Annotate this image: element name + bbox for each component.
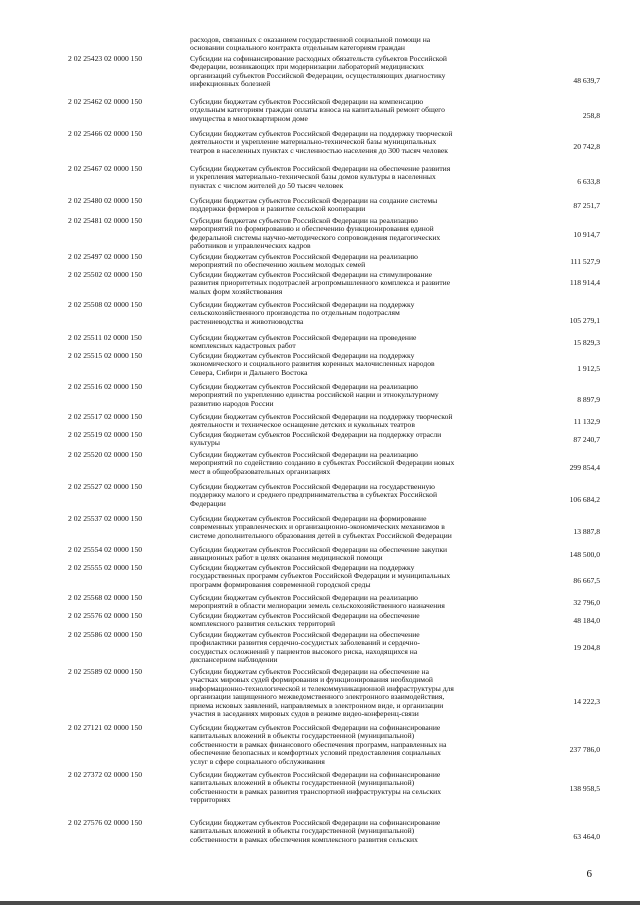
revenue-description: Субсидия бюджетам субъектов Российской Федерации на поддержку отрасли культуры bbox=[190, 430, 442, 448]
budget-code: 2 02 25527 02 0000 150 bbox=[68, 482, 143, 491]
budget-code: 2 02 25497 02 0000 150 bbox=[68, 252, 143, 261]
amount: 48 639,7 bbox=[573, 76, 600, 85]
budget-code: 2 02 27372 02 0000 150 bbox=[68, 770, 143, 779]
revenue-description: Субсидии бюджетам субъектов Российской Федерации на реализацию мероприятий по обеспечению жильем молодых семей bbox=[190, 252, 418, 270]
budget-code: 2 02 25520 02 0000 150 bbox=[68, 450, 143, 459]
amount: 14 222,3 bbox=[573, 697, 600, 706]
revenue-description: Субсидии бюджетам субъектов Российской Федерации на государственную поддержку малого и среднего предпринимательства в субъектах Российской Федерации bbox=[190, 482, 438, 508]
budget-code: 2 02 27121 02 0000 150 bbox=[68, 723, 143, 732]
revenue-description: Субсидии бюджетам субъектов Российской Федерации на обеспечение профилактики развития сердечно-сосудистых заболеваний и сердечно- сосудистых осложнений у пациентов высокого риска, находящихся на диспансерном наблюдении bbox=[190, 630, 420, 665]
amount: 105 279,1 bbox=[569, 316, 600, 325]
budget-code: 2 02 25502 02 0000 150 bbox=[68, 270, 143, 279]
revenue-description: Субсидии бюджетам субъектов Российской Федерации на обеспечение на участках мировых судей формирования и функционирования необходимой информационно-технологической и телекоммуникационной инфраструктуры для организации защищенного межведомственного электронного взаимодействия, приема исковых заявлений, направляемых в электронном виде, и организации участия в заседаниях мировых судов в режиме видео-конференц-связи bbox=[190, 667, 454, 719]
budget-code: 2 02 25555 02 0000 150 bbox=[68, 563, 143, 572]
amount: 87 240,7 bbox=[573, 435, 600, 444]
amount: 15 829,3 bbox=[573, 338, 600, 347]
revenue-description: Субсидии бюджетам субъектов Российской Федерации на поддержку сельскохозяйственного производства по отдельным подотраслям растениеводства и животноводства bbox=[190, 300, 415, 326]
revenue-description: Субсидии бюджетам субъектов Российской Федерации на поддержку государственных программ субъектов Российской Федерации и муниципальных программ формирования современной городской среды bbox=[190, 563, 451, 589]
revenue-description: расходов, связанных с оказанием государственной социальной помощи на основании социального контракта отдельным категориям граждан bbox=[190, 35, 431, 53]
budget-code: 2 02 25537 02 0000 150 bbox=[68, 514, 143, 523]
amount: 13 887,8 bbox=[573, 527, 600, 536]
revenue-description: Субсидии бюджетам субъектов Российской Федерации на создание системы поддержки фермеров и развитие сельской кооперации bbox=[190, 196, 438, 214]
budget-code: 2 02 25423 02 0000 150 bbox=[68, 54, 143, 63]
budget-code: 2 02 25568 02 0000 150 bbox=[68, 593, 143, 602]
amount: 8 897,9 bbox=[577, 395, 600, 404]
revenue-description: Субсидии бюджетам субъектов Российской Федерации на стимулирование развития приоритетных подотраслей агропромышленного комплекса и развитие малых форм хозяйствования bbox=[190, 270, 451, 296]
revenue-description: Субсидии бюджетам субъектов Российской Федерации на формирование современных управленческих и организационно-экономических механизмов в системе дополнительного образования детей в субъектах Российской Федерации bbox=[190, 514, 452, 540]
amount: 237 786,0 bbox=[569, 745, 600, 754]
budget-code: 2 02 25516 02 0000 150 bbox=[68, 382, 143, 391]
amount: 6 633,8 bbox=[577, 177, 600, 186]
budget-code: 2 02 25589 02 0000 150 bbox=[68, 667, 143, 676]
amount: 11 132,9 bbox=[573, 417, 600, 426]
amount: 63 464,0 bbox=[573, 832, 600, 841]
revenue-description: Субсидии бюджетам субъектов Российской Федерации на компенсацию отдельным категориям граждан оплаты взноса на капитальный ремонт общего имущества в многоквартирном доме bbox=[190, 97, 445, 123]
budget-code: 2 02 25554 02 0000 150 bbox=[68, 545, 143, 554]
amount: 111 527,9 bbox=[570, 257, 600, 266]
amount: 87 251,7 bbox=[573, 201, 600, 210]
page-number: 6 bbox=[586, 868, 592, 880]
budget-code: 2 02 25508 02 0000 150 bbox=[68, 300, 143, 309]
budget-code: 2 02 25586 02 0000 150 bbox=[68, 630, 143, 639]
amount: 32 796,0 bbox=[573, 598, 600, 607]
revenue-description: Субсидии бюджетам субъектов Российской Федерации на реализацию мероприятий по укреплению единства российской нации и этнокультурному развитию народов России bbox=[190, 382, 439, 408]
revenue-description: Субсидии бюджетам субъектов Российской Федерации на обеспечение развития и укрепления материально-технической базы домов культуры в населенных пунктах с числом жителей до 50 тысяч человек bbox=[190, 164, 451, 190]
amount: 138 958,5 bbox=[569, 784, 600, 793]
amount: 258,8 bbox=[582, 111, 600, 120]
revenue-description: Субсидии бюджетам субъектов Российской Федерации на поддержку творческой деятельности и укрепление материально-технической базы муниципальных театров в населенных пунктах с численностью населения до 300 тысяч человек bbox=[190, 129, 453, 155]
budget-code: 2 02 25517 02 0000 150 bbox=[68, 412, 143, 421]
revenue-description: Субсидии бюджетам субъектов Российской Федерации на поддержку творческой деятельности и техническое оснащение детских и кукольных театров bbox=[190, 412, 453, 430]
amount: 148 500,0 bbox=[569, 550, 600, 559]
revenue-description: Субсидии бюджетам субъектов Российской Федерации на реализацию мероприятий по содействию созданию в субъектах Российской Федерации новых мест в общеобразовательных организациях bbox=[190, 450, 455, 476]
amount: 86 667,5 bbox=[573, 576, 600, 585]
revenue-description: Субсидии бюджетам субъектов Российской Федерации на софинансирование капитальных вложений в объекты государственной (муниципальной) собственности в рамках развития транспортной инфраструктуры на сельских территориях bbox=[190, 770, 442, 805]
budget-code: 2 02 27576 02 0000 150 bbox=[68, 818, 143, 827]
budget-code: 2 02 25467 02 0000 150 bbox=[68, 164, 143, 173]
amount: 106 684,2 bbox=[569, 495, 600, 504]
revenue-description: Субсидии бюджетам субъектов Российской Федерации на реализацию мероприятий в области мелиорации земель сельскохозяйственного назначения bbox=[190, 593, 445, 611]
budget-code: 2 02 25519 02 0000 150 bbox=[68, 430, 143, 439]
amount: 19 204,8 bbox=[573, 643, 600, 652]
budget-code: 2 02 25481 02 0000 150 bbox=[68, 216, 143, 225]
revenue-description: Субсидии на софинансирование расходных обязательств субъектов Российской Федерации, возникающих при модернизации лабораторий медицинских организаций субъектов Российской Федерации, осуществляющих диагностику инфекционных болезней bbox=[190, 54, 447, 89]
revenue-description: Субсидии бюджетам субъектов Российской Федерации на обеспечение закупки авиационных работ в целях оказания медицинской помощи bbox=[190, 545, 448, 563]
budget-code: 2 02 25515 02 0000 150 bbox=[68, 351, 143, 360]
budget-code: 2 02 25480 02 0000 150 bbox=[68, 196, 143, 205]
amount: 10 914,7 bbox=[573, 230, 600, 239]
budget-code: 2 02 25462 02 0000 150 bbox=[68, 97, 143, 106]
scan-bottom-edge bbox=[0, 901, 640, 905]
revenue-description: Субсидии бюджетам субъектов Российской Федерации на реализацию мероприятий по формированию и обеспечению функционирования единой федеральной системы научно-методического сопровождения педагогических работников и управленческих кадров bbox=[190, 216, 441, 251]
amount: 1 912,5 bbox=[577, 364, 600, 373]
budget-code: 2 02 25466 02 0000 150 bbox=[68, 129, 143, 138]
amount: 20 742,8 bbox=[573, 142, 600, 151]
amount: 48 184,0 bbox=[573, 616, 600, 625]
amount: 299 854,4 bbox=[569, 463, 600, 472]
budget-code: 2 02 25576 02 0000 150 bbox=[68, 611, 143, 620]
revenue-description: Субсидии бюджетам субъектов Российской Федерации на поддержку экономического и социального развития коренных малочисленных народов Севера, Сибири и Дальнего Востока bbox=[190, 351, 435, 377]
revenue-description: Субсидии бюджетам субъектов Российской Федерации на обеспечение комплексного развития сельских территорий bbox=[190, 611, 420, 629]
revenue-description: Субсидии бюджетам субъектов Российской Федерации на софинансирование капитальных вложений в объекты государственной (муниципальной) собственности в рамках обеспечения комплексного развития сельских bbox=[190, 818, 441, 844]
revenue-description: Субсидии бюджетам субъектов Российской Федерации на проведение комплексных кадастровых работ bbox=[190, 333, 417, 351]
budget-code: 2 02 25511 02 0000 150 bbox=[68, 333, 142, 342]
amount: 118 914,4 bbox=[569, 278, 600, 287]
revenue-description: Субсидии бюджетам субъектов Российской Федерации на софинансирование капитальных вложений в объекты государственной (муниципальной) собственности в рамках финансового обеспечения программ, направленных на обеспечение безопасных и комфортных условий предоставления социальных услуг в сфере социального обслуживания bbox=[190, 723, 447, 766]
